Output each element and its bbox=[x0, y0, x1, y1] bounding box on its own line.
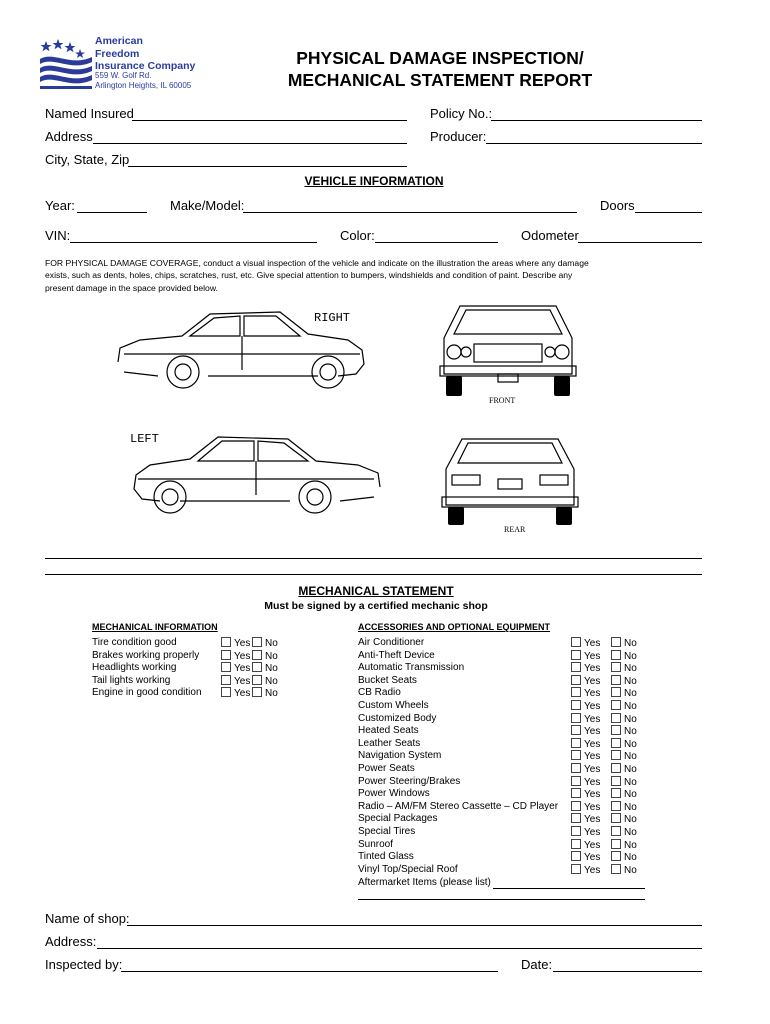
list-item-label: Customized Body bbox=[358, 712, 437, 724]
no-checkbox[interactable] bbox=[611, 675, 637, 689]
no-checkbox[interactable] bbox=[611, 801, 637, 815]
yes-checkbox[interactable] bbox=[571, 851, 600, 865]
list-item-label: Brakes working properly bbox=[92, 649, 200, 661]
yes-label: Yes bbox=[584, 738, 601, 750]
shop-address-label: Address: bbox=[45, 934, 97, 949]
list-item-label: Headlights working bbox=[92, 662, 177, 674]
list-item-label: Power Windows bbox=[358, 788, 430, 800]
checkbox-icon bbox=[611, 700, 621, 710]
company-name-line1: American bbox=[95, 35, 143, 47]
checkbox-icon bbox=[571, 851, 581, 861]
checkbox-icon bbox=[571, 662, 581, 672]
yes-label: Yes bbox=[584, 638, 601, 649]
company-address-line2: Arlington Heights, IL 60005 bbox=[95, 81, 192, 90]
no-checkbox[interactable] bbox=[611, 851, 637, 865]
checkbox-icon bbox=[571, 839, 581, 849]
checkbox-icon bbox=[221, 687, 231, 697]
no-label: No bbox=[624, 864, 637, 876]
yes-checkbox[interactable] bbox=[571, 650, 600, 664]
shop-address-field[interactable] bbox=[97, 948, 702, 949]
checkbox-icon bbox=[611, 738, 621, 748]
no-checkbox[interactable] bbox=[611, 763, 637, 777]
no-checkbox[interactable] bbox=[611, 813, 637, 827]
checkbox-icon bbox=[611, 687, 621, 697]
yes-label: Yes bbox=[584, 776, 601, 788]
list-item-label: Tail lights working bbox=[92, 674, 171, 686]
checkbox-icon bbox=[571, 813, 581, 823]
no-label: No bbox=[624, 751, 637, 763]
checkbox-icon bbox=[611, 713, 621, 723]
yes-checkbox[interactable] bbox=[571, 700, 600, 714]
page-title-line1: PHYSICAL DAMAGE INSPECTION/ bbox=[296, 48, 584, 68]
doors-label: Doors bbox=[600, 198, 635, 213]
checkbox-icon bbox=[571, 750, 581, 760]
yes-checkbox[interactable] bbox=[571, 675, 600, 689]
no-label: No bbox=[624, 688, 637, 700]
yes-label: Yes bbox=[584, 751, 601, 763]
checkbox-icon bbox=[611, 851, 621, 861]
list-item-label: Leather Seats bbox=[358, 737, 421, 749]
list-item-label: Special Tires bbox=[358, 826, 416, 837]
instruction-line: exists, such as dents, holes, chips, scratches, rust, etc. Give special attention to bumpers, windshields and condition of paint. Describe any bbox=[45, 270, 573, 281]
odometer-field[interactable] bbox=[578, 242, 702, 243]
checkbox-icon bbox=[252, 650, 262, 660]
checkbox-icon bbox=[221, 637, 231, 647]
no-checkbox[interactable] bbox=[611, 700, 637, 714]
list-item-label: Vinyl Top/Special Roof bbox=[358, 863, 458, 875]
yes-checkbox[interactable] bbox=[571, 738, 600, 752]
yes-checkbox[interactable] bbox=[571, 788, 600, 802]
no-label: No bbox=[624, 726, 637, 738]
no-label: No bbox=[265, 675, 278, 687]
address-field[interactable] bbox=[93, 143, 407, 144]
no-label: No bbox=[624, 650, 637, 662]
yes-label: Yes bbox=[584, 827, 601, 838]
checkbox-icon bbox=[221, 675, 231, 685]
checkbox-icon bbox=[571, 713, 581, 723]
no-label: No bbox=[624, 839, 637, 851]
no-label: No bbox=[624, 852, 637, 864]
list-item-label: Tinted Glass bbox=[358, 851, 414, 863]
yes-checkbox[interactable] bbox=[571, 776, 600, 790]
policy-no-label: Policy No.: bbox=[430, 106, 493, 121]
list-item-label: Tire condition good bbox=[92, 637, 177, 648]
checkbox-icon bbox=[571, 864, 581, 874]
yes-checkbox[interactable] bbox=[571, 687, 600, 701]
diagram-label-right: RIGHT bbox=[314, 311, 351, 325]
no-checkbox[interactable] bbox=[611, 650, 637, 664]
no-checkbox[interactable] bbox=[611, 839, 637, 853]
diagram-label-rear: REAR bbox=[504, 525, 526, 534]
yes-label: Yes bbox=[584, 675, 601, 687]
yes-checkbox[interactable] bbox=[221, 675, 250, 689]
checkbox-icon bbox=[611, 725, 621, 735]
no-checkbox[interactable] bbox=[252, 675, 278, 689]
list-item-label: Automatic Transmission bbox=[358, 662, 465, 674]
list-item-label: Power Seats bbox=[358, 763, 415, 774]
no-checkbox[interactable] bbox=[611, 725, 637, 739]
yes-label: Yes bbox=[584, 839, 601, 851]
list-item-label: Sunroof bbox=[358, 838, 394, 850]
no-label: No bbox=[624, 776, 637, 788]
checkbox-icon bbox=[221, 662, 231, 672]
yes-checkbox[interactable] bbox=[571, 813, 600, 827]
list-item-label: Custom Wheels bbox=[358, 700, 429, 711]
yes-label: Yes bbox=[584, 814, 601, 826]
car-rear-icon bbox=[438, 435, 583, 530]
no-label: No bbox=[624, 738, 637, 750]
checkbox-icon bbox=[571, 650, 581, 660]
no-checkbox[interactable] bbox=[611, 738, 637, 752]
yes-checkbox[interactable] bbox=[571, 864, 600, 878]
checkbox-icon bbox=[571, 801, 581, 811]
no-label: No bbox=[624, 789, 637, 801]
checkbox-icon bbox=[571, 776, 581, 786]
car-front-icon bbox=[436, 300, 581, 400]
named-insured-label: Named Insured bbox=[45, 106, 134, 121]
no-checkbox[interactable] bbox=[611, 864, 637, 878]
yes-label: Yes bbox=[584, 764, 601, 775]
yes-label: Yes bbox=[584, 852, 601, 864]
checkbox-icon bbox=[611, 750, 621, 760]
yes-label: Yes bbox=[584, 864, 601, 876]
checkbox-icon bbox=[252, 662, 262, 672]
no-label: No bbox=[265, 638, 278, 649]
damage-description-line-1[interactable] bbox=[45, 558, 702, 559]
no-label: No bbox=[624, 675, 637, 687]
no-checkbox[interactable] bbox=[611, 788, 637, 802]
list-item-label: Heated Seats bbox=[358, 725, 419, 737]
checkbox-icon bbox=[611, 826, 621, 836]
instruction-line: FOR PHYSICAL DAMAGE COVERAGE, conduct a visual inspection of the vehicle and indicate on the illustration the areas where any damage bbox=[45, 258, 589, 268]
vin-field[interactable] bbox=[70, 242, 317, 243]
checkbox-icon bbox=[611, 776, 621, 786]
list-item-label: Special Packages bbox=[358, 813, 438, 825]
checkbox-icon bbox=[611, 864, 621, 874]
no-checkbox[interactable] bbox=[252, 650, 278, 664]
named-insured-field[interactable] bbox=[132, 120, 407, 121]
make-model-label: Make/Model: bbox=[170, 198, 245, 213]
no-checkbox[interactable] bbox=[611, 637, 637, 651]
no-checkbox[interactable] bbox=[611, 687, 637, 701]
no-label: No bbox=[624, 638, 637, 649]
list-item-label: Air Conditioner bbox=[358, 637, 425, 648]
no-label: No bbox=[265, 688, 278, 700]
yes-checkbox[interactable] bbox=[221, 650, 250, 664]
page-title-line2: MECHANICAL STATEMENT REPORT bbox=[287, 70, 593, 90]
checkbox-icon bbox=[611, 788, 621, 798]
company-address-line1: 559 W. Golf Rd. bbox=[95, 71, 152, 80]
yes-label: Yes bbox=[584, 713, 601, 725]
vehicle-info-heading: VEHICLE INFORMATION bbox=[304, 174, 444, 188]
no-label: No bbox=[265, 650, 278, 662]
checkbox-icon bbox=[611, 675, 621, 685]
list-item-label: Bucket Seats bbox=[358, 674, 417, 686]
yes-label: Yes bbox=[234, 638, 251, 649]
accessories-heading: ACCESSORIES AND OPTIONAL EQUIPMENT bbox=[358, 622, 551, 632]
checkbox-icon bbox=[611, 801, 621, 811]
mechanical-statement-subheading: Must be signed by a certified mechanic shop bbox=[264, 600, 488, 612]
no-label: No bbox=[624, 701, 637, 712]
no-label: No bbox=[265, 663, 278, 675]
inspected-by-label: Inspected by: bbox=[45, 957, 123, 972]
checkbox-icon bbox=[571, 700, 581, 710]
mechanical-info-heading: MECHANICAL INFORMATION bbox=[92, 622, 218, 632]
yes-checkbox[interactable] bbox=[571, 839, 600, 853]
checkbox-icon bbox=[611, 813, 621, 823]
yes-label: Yes bbox=[584, 789, 601, 801]
city-state-zip-field[interactable] bbox=[128, 166, 407, 167]
color-field[interactable] bbox=[375, 242, 498, 243]
list-item-label: Navigation System bbox=[358, 750, 442, 762]
aftermarket-items-field-2[interactable] bbox=[358, 899, 645, 900]
policy-no-field[interactable] bbox=[491, 120, 702, 121]
date-label: Date: bbox=[521, 957, 553, 972]
no-label: No bbox=[624, 663, 637, 675]
company-name-line2: Freedom bbox=[95, 47, 140, 60]
yes-label: Yes bbox=[584, 801, 601, 813]
list-item-label: Engine in good condition bbox=[92, 687, 202, 699]
checkbox-icon bbox=[571, 675, 581, 685]
flag-logo-icon bbox=[40, 37, 92, 89]
producer-label: Producer: bbox=[430, 129, 487, 144]
yes-checkbox[interactable] bbox=[571, 713, 600, 727]
yes-checkbox[interactable] bbox=[221, 687, 250, 701]
instruction-line: present damage in the space provided below. bbox=[45, 282, 218, 293]
mechanical-statement-heading: MECHANICAL STATEMENT bbox=[298, 584, 454, 598]
no-checkbox[interactable] bbox=[252, 637, 278, 651]
company-address bbox=[95, 71, 191, 91]
checkbox-icon bbox=[611, 839, 621, 849]
yes-label: Yes bbox=[234, 675, 251, 687]
yes-checkbox[interactable] bbox=[571, 801, 600, 815]
yes-checkbox[interactable] bbox=[221, 637, 250, 651]
checkbox-icon bbox=[611, 763, 621, 773]
company-name bbox=[95, 35, 195, 73]
inspected-by-field[interactable] bbox=[121, 971, 498, 972]
yes-checkbox[interactable] bbox=[571, 725, 600, 739]
car-rear-diagram[interactable] bbox=[438, 435, 583, 530]
checkbox-icon bbox=[571, 637, 581, 647]
city-state-zip-label: City, State, Zip bbox=[45, 152, 130, 167]
yes-checkbox[interactable] bbox=[221, 662, 250, 676]
checkbox-icon bbox=[611, 637, 621, 647]
yes-label: Yes bbox=[584, 663, 601, 675]
yes-checkbox[interactable] bbox=[571, 637, 600, 651]
yes-label: Yes bbox=[584, 701, 601, 712]
checkbox-icon bbox=[571, 788, 581, 798]
no-checkbox[interactable] bbox=[611, 750, 637, 764]
checkbox-icon bbox=[252, 675, 262, 685]
color-label: Color: bbox=[340, 228, 375, 243]
make-model-field[interactable] bbox=[243, 212, 577, 213]
no-checkbox[interactable] bbox=[252, 662, 278, 676]
diagram-label-front: FRONT bbox=[489, 396, 516, 405]
aftermarket-items-field[interactable] bbox=[493, 888, 645, 889]
yes-checkbox[interactable] bbox=[571, 763, 600, 777]
year-field[interactable] bbox=[77, 212, 147, 213]
yes-label: Yes bbox=[234, 650, 251, 662]
yes-checkbox[interactable] bbox=[571, 826, 600, 840]
no-checkbox[interactable] bbox=[611, 826, 637, 840]
no-checkbox[interactable] bbox=[611, 713, 637, 727]
checkbox-icon bbox=[611, 662, 621, 672]
list-item-label: Anti-Theft Device bbox=[358, 649, 435, 661]
yes-label: Yes bbox=[584, 688, 601, 700]
aftermarket-items-label: Aftermarket Items (please list) bbox=[358, 877, 491, 888]
no-label: No bbox=[624, 764, 637, 775]
no-checkbox[interactable] bbox=[611, 776, 637, 790]
list-item-label: CB Radio bbox=[358, 687, 401, 699]
year-label: Year: bbox=[45, 198, 75, 213]
list-item-label: Radio – AM/FM Stereo Cassette – CD Player bbox=[358, 800, 559, 812]
inspection-instructions bbox=[45, 257, 705, 294]
list-item-label: Power Steering/Brakes bbox=[358, 775, 461, 787]
checkbox-icon bbox=[221, 650, 231, 660]
yes-label: Yes bbox=[584, 650, 601, 662]
checkbox-icon bbox=[252, 637, 262, 647]
no-label: No bbox=[624, 827, 637, 838]
doors-field[interactable] bbox=[635, 212, 702, 213]
producer-field[interactable] bbox=[486, 143, 702, 144]
checkbox-icon bbox=[571, 687, 581, 697]
shop-name-field[interactable] bbox=[127, 925, 702, 926]
vin-label: VIN: bbox=[45, 228, 71, 243]
yes-label: Yes bbox=[584, 726, 601, 738]
no-checkbox[interactable] bbox=[611, 662, 637, 676]
checkbox-icon bbox=[611, 650, 621, 660]
odometer-label: Odometer bbox=[521, 228, 579, 243]
no-label: No bbox=[624, 814, 637, 826]
checkbox-icon bbox=[252, 687, 262, 697]
yes-label: Yes bbox=[234, 688, 251, 700]
checkbox-icon bbox=[571, 763, 581, 773]
yes-label: Yes bbox=[234, 663, 251, 675]
damage-description-line-2[interactable] bbox=[45, 574, 702, 575]
checkbox-icon bbox=[571, 826, 581, 836]
yes-checkbox[interactable] bbox=[571, 750, 600, 764]
company-name-line3: Insurance Company bbox=[95, 60, 196, 72]
company-logo bbox=[40, 37, 92, 89]
date-field[interactable] bbox=[553, 971, 702, 972]
no-label: No bbox=[624, 713, 637, 725]
no-checkbox[interactable] bbox=[252, 687, 278, 701]
checkbox-icon bbox=[571, 725, 581, 735]
checkbox-icon bbox=[571, 738, 581, 748]
yes-checkbox[interactable] bbox=[571, 662, 600, 676]
address-label: Address bbox=[45, 129, 93, 144]
car-front-diagram[interactable] bbox=[436, 300, 581, 400]
no-label: No bbox=[624, 801, 637, 813]
diagram-label-left: LEFT bbox=[130, 432, 159, 446]
shop-name-label: Name of shop: bbox=[45, 911, 130, 926]
